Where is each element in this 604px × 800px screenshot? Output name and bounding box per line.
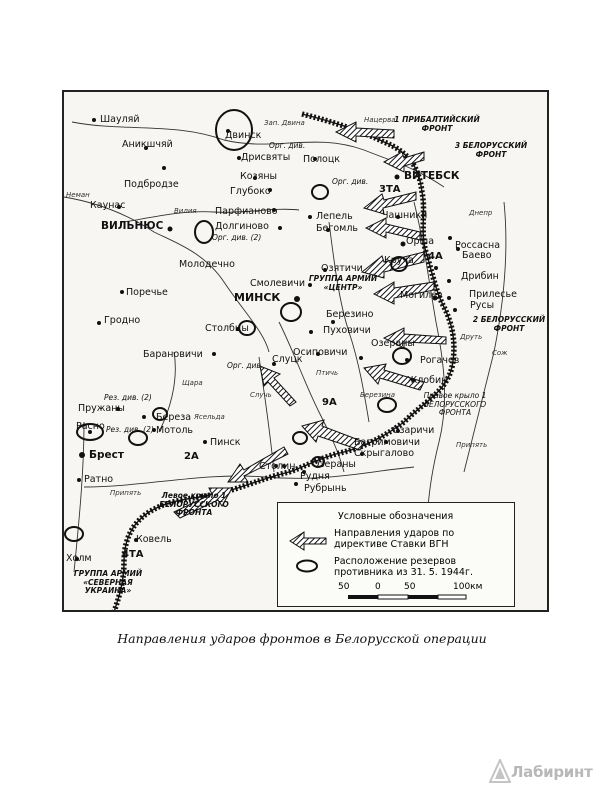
place-label-kholm: Холм xyxy=(66,553,92,564)
place-label-prilesye: Прилесье xyxy=(469,289,517,300)
place-label-motol: Мотоль xyxy=(156,425,194,436)
reserve-label-1: Орг. див. xyxy=(269,141,306,150)
river-label-pripyat: Припять xyxy=(110,489,142,497)
attack-arrow-12 xyxy=(384,152,424,172)
place-label-podbrodze: Подбродзе xyxy=(124,179,179,190)
front-label-left-wing: Левое крыло 1 БЕЛОРУССКОГО ФРОНТА xyxy=(159,491,229,518)
labyrinth-logo-icon xyxy=(489,759,511,783)
place-label-baranovichi: Барановичи xyxy=(143,349,203,360)
place-label-ozyatichi: Озятичи xyxy=(321,263,363,274)
place-label-kozyany: Козяны xyxy=(240,171,278,182)
scale-tick-3: 100км xyxy=(453,582,483,592)
army-label-2a: 2А xyxy=(184,451,199,462)
front-label-belorussian3: 3 БЕЛОРУССКИЙ ФРОНТ xyxy=(454,141,528,159)
place-label-kaunas: Каунас xyxy=(90,200,126,211)
front-label-baltic1: 1 ПРИБАЛТИЙСКИЙ ФРОНТ xyxy=(394,115,480,133)
place-label-rubryn: Рубрынь xyxy=(304,483,347,494)
river-label-pripyat2: Припять xyxy=(456,441,488,449)
watermark-text: Лабиринт xyxy=(511,763,593,781)
place-label-anyksciai: Аникшчяй xyxy=(122,139,173,150)
place-label-rusy: Русы xyxy=(470,300,495,311)
map-legend xyxy=(277,502,515,607)
reserve-label-2: Орг. див. xyxy=(332,177,369,186)
place-label-skrygalovo: Скрыгалово xyxy=(354,448,415,459)
river-label-dnepr: Днепр xyxy=(469,209,493,217)
watermark xyxy=(489,757,593,787)
river-label-yaselda: Ясельда xyxy=(194,413,225,421)
army-label-4ta: 4ТА xyxy=(122,549,144,560)
legend-item-attacks: Направления ударов по директиве Ставки ВГН xyxy=(334,528,455,550)
river-label-drut: Друть xyxy=(460,333,483,341)
place-label-brest: Брест xyxy=(89,449,124,461)
place-label-kovel: Ковель xyxy=(136,534,172,545)
reserve-ellipse-14 xyxy=(65,527,83,541)
army-label-4a: 4А xyxy=(428,251,443,262)
place-label-vilnius: ВИЛЬНЮС xyxy=(101,220,164,232)
reserve-ellipse-3 xyxy=(195,221,213,243)
river-label-ptich: Птичь xyxy=(316,369,339,377)
army-label-3ta: 3ТА xyxy=(379,184,401,195)
scale-tick-2: 50 xyxy=(404,582,416,592)
reserve-label-3: Рез. див. (2) xyxy=(104,393,152,402)
place-label-rasno: Расно xyxy=(76,421,105,432)
front-label-north-ukraine: ГРУППА АРМИЙ «СЕВЕРНАЯ УКРАИНА» xyxy=(73,569,143,596)
place-label-rudnya: Рудня xyxy=(300,471,330,482)
ellipse-icon xyxy=(295,559,319,573)
place-label-vitebsk: ВИТЕБСК xyxy=(404,170,460,182)
reserve-ellipse-12 xyxy=(378,398,396,412)
place-label-pinsk: Пинск xyxy=(210,437,241,448)
reserve-label-5: Рез. див. (2) xyxy=(106,425,154,434)
reserve-ellipse-4 xyxy=(281,303,301,321)
river-label-shara: Щара xyxy=(182,379,203,387)
place-label-lepel: Лепель xyxy=(316,211,353,222)
scale-bar xyxy=(348,594,498,604)
scale-tick-1: 0 xyxy=(375,582,381,592)
river-label-sluch: Случь xyxy=(250,391,272,399)
place-label-dvinsk: Двинск xyxy=(225,130,262,141)
place-label-mogilev: Могилев xyxy=(400,290,443,301)
place-label-stolbtsy: Столбцы xyxy=(205,323,249,334)
place-label-ozarichi: Озаричи xyxy=(392,425,435,436)
scale-tick-0: 50 xyxy=(338,582,350,592)
place-label-dribin: Дрибин xyxy=(461,271,499,282)
place-label-pukhovichi: Пуховичи xyxy=(323,325,371,336)
reserve-label-4: Орг. див. xyxy=(227,361,264,370)
place-label-chashniki: Чашники xyxy=(382,210,428,221)
place-label-minsk: МИНСК xyxy=(234,291,281,304)
place-label-berezino: Березино xyxy=(326,309,374,320)
place-label-klobin: Жлобин xyxy=(407,375,448,386)
river-label-viliya: Вилия xyxy=(174,207,197,215)
river-label-navsvet: Нацерва xyxy=(364,116,396,124)
place-label-smolevichi: Смолевичи xyxy=(250,278,306,289)
reserve-label-6: Орг. див. (2) xyxy=(212,233,262,242)
place-label-rossasna: Россасна xyxy=(455,240,501,251)
river-label-berezina: Березина xyxy=(360,391,395,399)
reserve-ellipse-10 xyxy=(293,432,307,444)
legend-title: Условные обозначения xyxy=(338,511,454,522)
place-label-drissa: Дрисвяты xyxy=(241,152,291,163)
army-label-9a: 9А xyxy=(322,397,337,408)
place-label-molodechno: Молодечно xyxy=(179,259,235,270)
reserve-ellipse-2 xyxy=(312,185,328,199)
place-label-shaulyai: Шауляй xyxy=(100,114,140,125)
place-label-bereza: Береза xyxy=(156,412,192,423)
map-frame xyxy=(62,90,549,612)
river-label-sozh: Сож xyxy=(492,349,508,357)
place-label-grodno: Гродно xyxy=(104,315,141,326)
place-label-dolginovo: Долгиново xyxy=(215,221,269,232)
river-label-dvina: Зап. Двина xyxy=(264,119,305,127)
place-label-krucha: Круча xyxy=(384,255,414,266)
river-bug xyxy=(74,422,84,572)
place-label-ratno: Ратно xyxy=(84,474,114,485)
place-label-stolin: Столин xyxy=(259,461,296,472)
place-label-parfianovo: Парфианово xyxy=(215,206,278,217)
hatched-arrow-icon xyxy=(288,530,328,552)
place-label-rogachev: Рогачев xyxy=(420,355,460,366)
place-label-pruzhany: Пружаны xyxy=(78,403,125,414)
front-label-center-group: ГРУППА АРМИЙ «ЦЕНТР» xyxy=(308,274,378,292)
river-label-neman: Неман xyxy=(66,191,90,199)
place-label-begoml: Бегомль xyxy=(316,223,359,234)
place-label-osipovichi: Осиповичи xyxy=(293,347,348,358)
place-label-orsha: Орша xyxy=(406,236,435,247)
place-label-bagrimovichi: Багримовичи xyxy=(354,437,421,448)
front-label-belorussian2: 2 БЕЛОРУССКИЙ ФРОНТ xyxy=(472,315,546,333)
map-caption: Направления ударов фронтов в Белорусской операции xyxy=(117,631,487,646)
place-label-ozerany2: Озераны xyxy=(312,459,356,470)
place-label-ozerani: Озераны xyxy=(371,338,415,349)
place-label-baevo: Баево xyxy=(462,250,492,261)
legend-item-reserves: Расположение резервов противника из 31. 5. 1944г. xyxy=(334,556,473,578)
place-label-polotsk: Полоцк xyxy=(303,154,341,165)
reserve-ellipse-13 xyxy=(393,348,411,364)
place-label-porechye: Поречье xyxy=(126,287,168,298)
place-label-slutsk: Слуцк xyxy=(272,354,303,365)
place-label-glubokoe: Глубоко xyxy=(230,186,271,197)
front-label-right-wing: Правое крыло 1 БЕЛОРУССКОГО ФРОНТА xyxy=(423,391,487,418)
